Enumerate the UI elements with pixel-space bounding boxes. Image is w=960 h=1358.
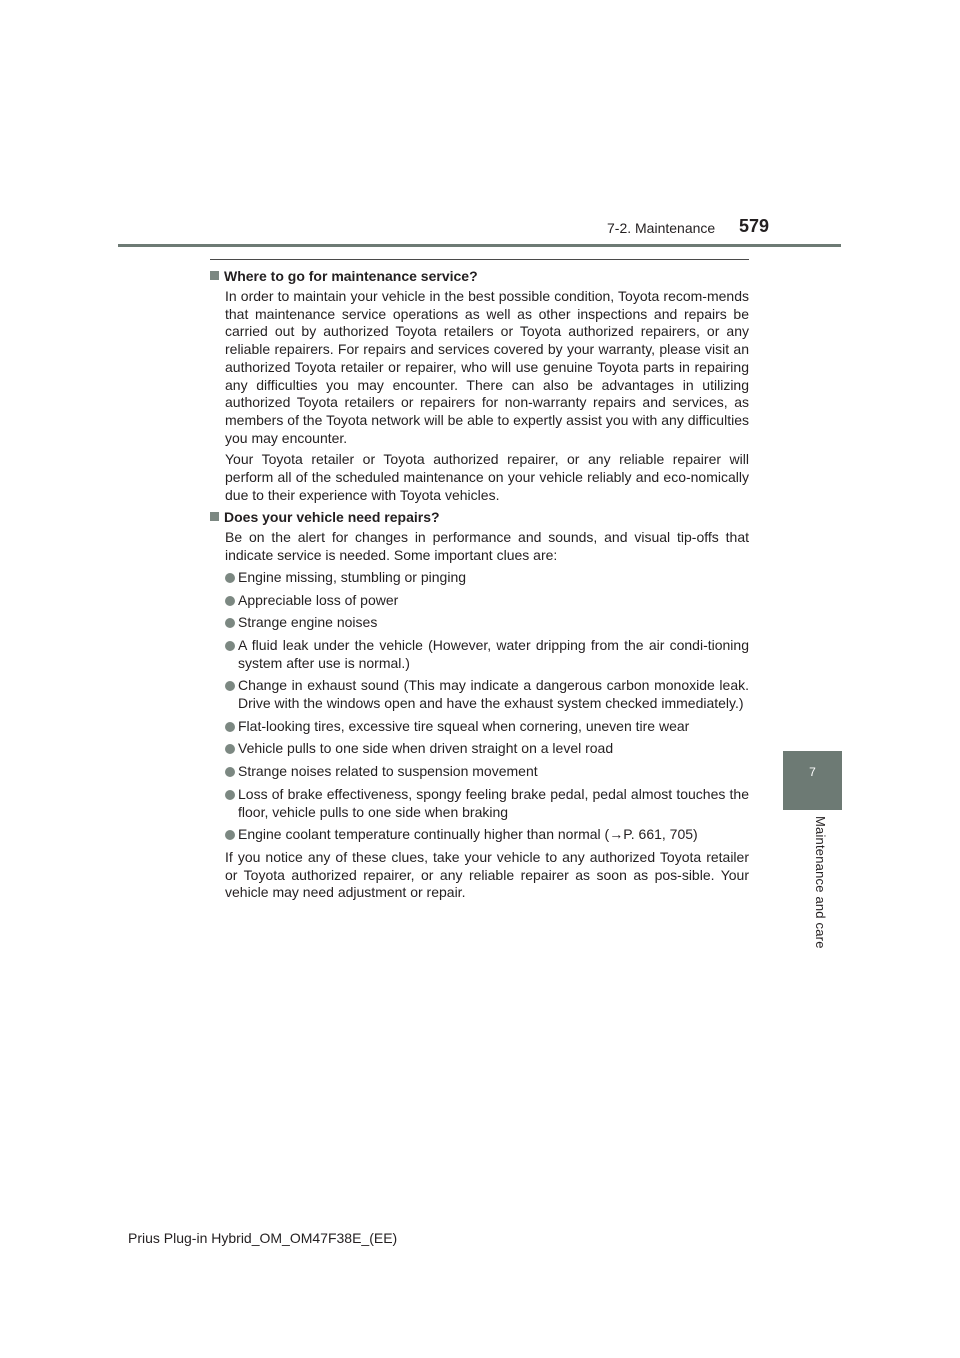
list-item-text: Loss of brake effectiveness, spongy feeling brake pedal, pedal almost touches the floor, vehicle pulls to one side when braking (238, 785, 749, 820)
topic-heading-text: Where to go for maintenance service? (224, 268, 478, 284)
list-item (225, 637, 749, 672)
list-item-text: A fluid leak under the vehicle (However, water dripping from the air condi-tioning system after use is normal.) (238, 636, 749, 671)
list-item (225, 763, 749, 781)
list-item (225, 786, 749, 821)
round-bullet-icon (225, 618, 235, 628)
list-item-text: Engine coolant temperature continually higher than normal (→P. 661, 705) (238, 826, 698, 843)
topic-heading-text: Does your vehicle need repairs? (224, 509, 440, 526)
paragraph: Be on the alert for changes in performance and sounds, and visual tip-offs that indicate service is needed. Some important clues are: (225, 529, 749, 564)
paragraph: In order to maintain your vehicle in the best possible condition, Toyota recom-mends that maintenance service operations as well as other inspections and repairs be carried out by authorized Toyota retailers or Toyota authorized repairers, or any reliable repairers. For repairs and services covered by your warranty, please visit an authorized Toyota retailer or repairer, who will use genuine Toyota parts in repairing any difficulties you may encounter. There can also be advantages in utilizing authorized Toyota retailers or repairers for non-warranty repairs and services, as members of the Toyota network will be able to expertly assist you with any difficulties you may encounter. (225, 288, 749, 446)
square-bullet-icon (210, 512, 219, 521)
list-item (225, 592, 749, 610)
list-item-text: Flat-looking tires, excessive tire squeal when cornering, uneven tire wear (238, 717, 690, 734)
list-item (225, 826, 749, 844)
round-bullet-icon (225, 790, 235, 800)
main-content (210, 259, 749, 906)
round-bullet-icon (225, 767, 235, 777)
round-bullet-icon (225, 681, 235, 691)
topic-heading (210, 508, 749, 526)
topic-heading (210, 267, 749, 285)
round-bullet-icon (225, 830, 235, 840)
round-bullet-icon (225, 573, 235, 583)
square-bullet-icon (210, 271, 219, 280)
round-bullet-icon (225, 641, 235, 651)
list-item-text: Strange engine noises (238, 614, 378, 631)
chapter-number: 7 (809, 765, 816, 779)
header-rule (118, 244, 841, 247)
section-title: 7-2. Maintenance (607, 220, 716, 236)
round-bullet-icon (225, 744, 235, 754)
list-item (225, 718, 749, 736)
list-item-text: Strange noises related to suspension movement (238, 763, 538, 780)
page-number: 579 (739, 216, 770, 236)
round-bullet-icon (225, 596, 235, 606)
chapter-title: Maintenance and care (813, 816, 828, 949)
clue-list (210, 569, 749, 844)
list-item-text: Vehicle pulls to one side when driven straight on a level road (238, 740, 614, 757)
list-item (225, 569, 749, 587)
paragraph: Your Toyota retailer or Toyota authorized repairer, or any reliable repairer will perform all of the scheduled maintenance on your vehicle reliably and eco-nomically due to their experience with Toyota vehicles. (225, 451, 749, 503)
round-bullet-icon (225, 722, 235, 732)
list-item-text: Change in exhaust sound (This may indicate a dangerous carbon monoxide leak. Drive with the windows open and have the exhaust system checked immediately.) (238, 677, 749, 712)
list-item (225, 677, 749, 712)
chapter-tab (783, 751, 842, 810)
document-id: Prius Plug-in Hybrid_OM_OM47F38E_(EE) (128, 1230, 398, 1246)
list-item (225, 740, 749, 758)
list-item-text: Appreciable loss of power (238, 591, 399, 608)
list-item (225, 614, 749, 632)
list-item-text: Engine missing, stumbling or pinging (238, 568, 467, 585)
paragraph: If you notice any of these clues, take your vehicle to any authorized Toyota retailer or Toyota authorized repairer, or any reliable repairer as soon as pos-sible. Your vehicle may need adjustment or repair. (225, 848, 749, 901)
